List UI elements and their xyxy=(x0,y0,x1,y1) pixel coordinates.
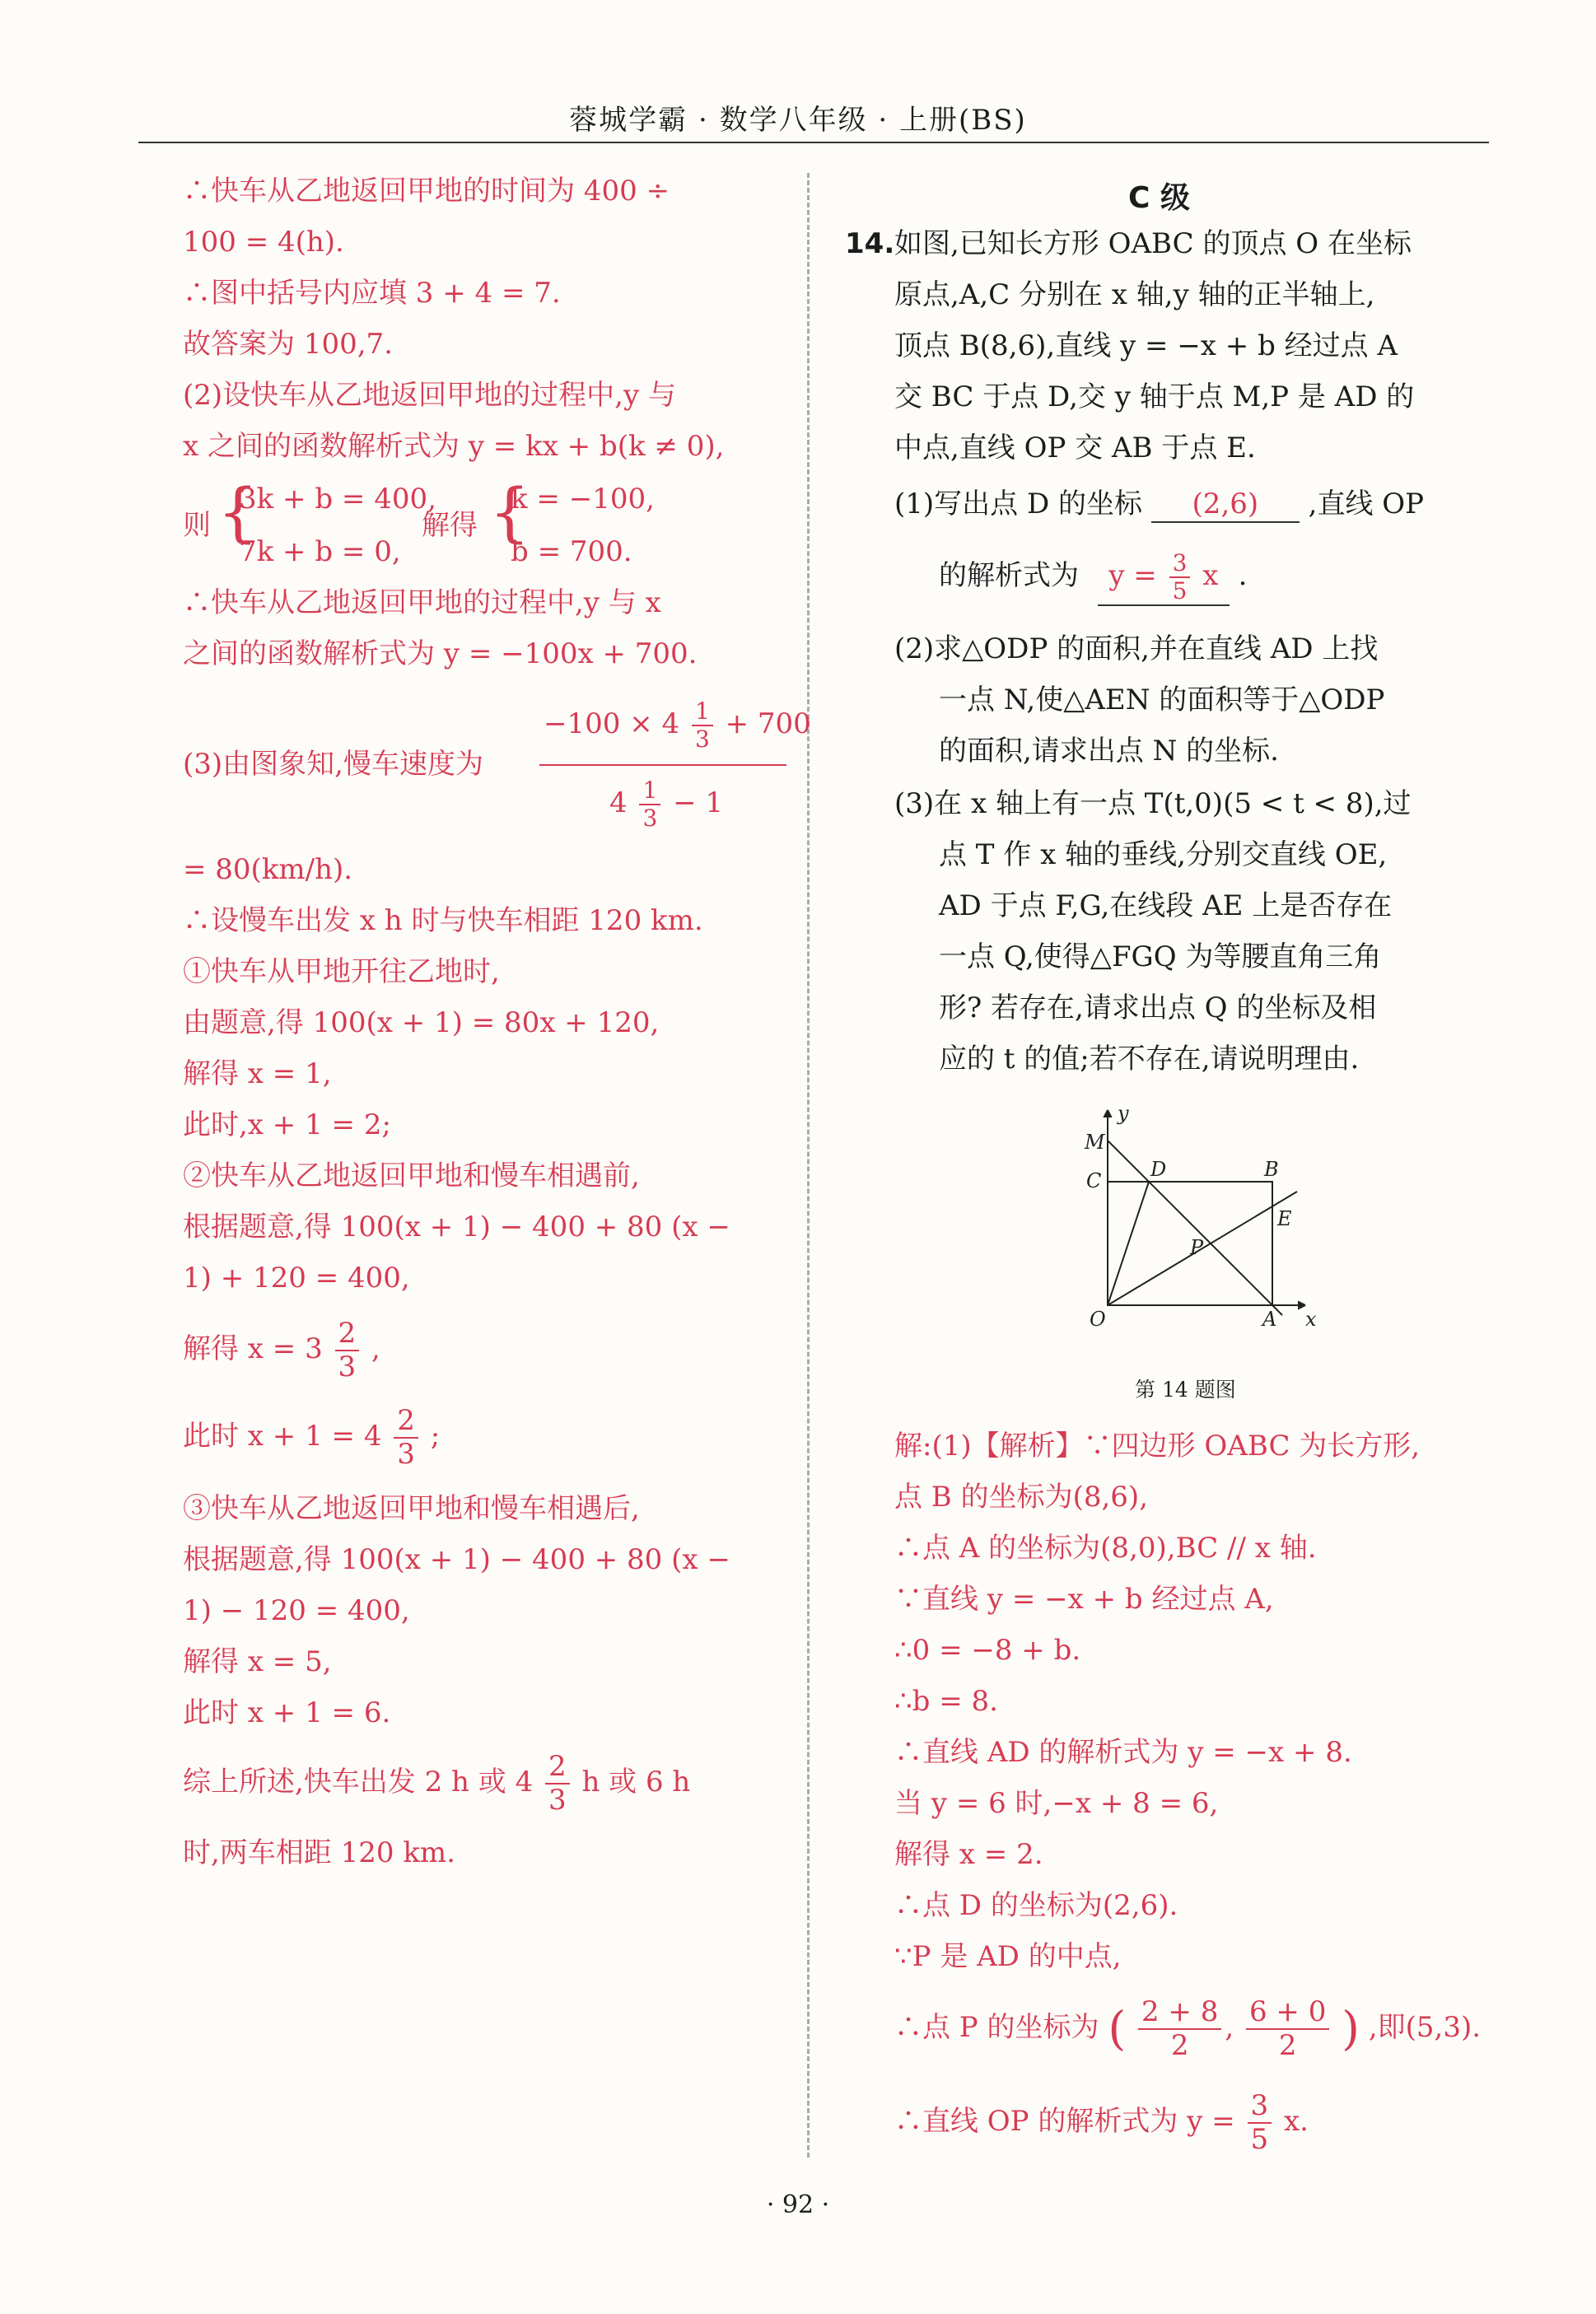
fraction xyxy=(335,1318,360,1383)
left-line: 1) − 120 = 400, xyxy=(183,1594,410,1627)
system-eq2: 7k + b = 0, xyxy=(239,535,401,568)
text-part: 的解析式为 xyxy=(939,559,1079,593)
left-line: = 80(km/h). xyxy=(183,853,353,886)
left-line: ③快车从乙地返回甲地和慢车相遇后, xyxy=(183,1492,640,1525)
left-line: 时,两车相距 120 km. xyxy=(183,1836,455,1869)
fraction-numerator: 2 xyxy=(545,1751,570,1784)
label-e: E xyxy=(1277,1207,1292,1230)
solution-line: ∵P 是 AD 的中点, xyxy=(894,1940,1122,1973)
question-line: 一点 N,使△AEN 的面积等于△ODP xyxy=(939,683,1385,716)
left-line-fraction xyxy=(183,1751,690,1817)
paren-close: ) xyxy=(1342,2002,1360,2056)
text-part: ∴点 P 的坐标为 xyxy=(894,2011,1099,2045)
question-line: 形? 若存在,请求出点 Q 的坐标及相 xyxy=(939,991,1377,1024)
text-part: h 或 6 h xyxy=(581,1766,691,1799)
question-line: (3)在 x 轴上有一点 T(t,0)(5 < t < 8),过 xyxy=(894,787,1412,820)
label-a: A xyxy=(1262,1308,1277,1331)
left-line-fraction xyxy=(183,1318,380,1383)
left-line: 根据题意,得 100(x + 1) − 400 + 80 (x − xyxy=(183,1543,730,1576)
fraction xyxy=(1246,1996,1329,2062)
solution-line: ∴点 A 的坐标为(8,0),BC // x 轴. xyxy=(894,1532,1317,1565)
text-part: ,直线 OP xyxy=(1308,488,1425,520)
fraction xyxy=(394,1405,418,1471)
label-b: B xyxy=(1264,1158,1279,1181)
speed-numerator xyxy=(544,698,811,753)
fraction-numerator: 1 xyxy=(692,698,713,726)
fraction-denominator: 3 xyxy=(642,805,658,833)
left-brace: { xyxy=(489,476,530,550)
fraction-denominator: 3 xyxy=(548,1784,567,1817)
text-part: (1)写出点 D 的坐标 xyxy=(894,488,1143,520)
text-part: x. xyxy=(1283,2105,1309,2139)
fraction-numerator: 2 + 8 xyxy=(1138,1996,1221,2030)
column-divider xyxy=(807,173,810,2158)
page-header: 蓉城学霸 · 数学八年级 · 上册(BS) xyxy=(569,104,1027,137)
answer-blank-d: (2,6) xyxy=(1151,488,1300,523)
fraction xyxy=(1169,550,1191,604)
page-number: · 92 · xyxy=(766,2190,830,2219)
text-part: , xyxy=(371,1332,380,1366)
left-line: ②快车从乙地返回甲地和慢车相遇前, xyxy=(183,1159,640,1192)
fraction-numerator: 1 xyxy=(639,777,660,805)
segment-od xyxy=(1108,1182,1149,1305)
solution-line: ∴0 = −8 + b. xyxy=(894,1634,1081,1667)
fraction-bar xyxy=(539,764,786,766)
fraction xyxy=(545,1751,570,1817)
solution-line-op xyxy=(894,2090,1309,2156)
left-line: ①快车从甲地开往乙地时, xyxy=(183,955,500,988)
label-d: D xyxy=(1150,1158,1167,1181)
left-line: 解得 x = 1, xyxy=(183,1057,332,1090)
solution-line: 当 y = 6 时,−x + 8 = 6, xyxy=(894,1787,1219,1820)
left-line: 1) + 120 = 400, xyxy=(183,1262,410,1295)
solution-line: ∴b = 8. xyxy=(894,1685,998,1718)
fraction-numerator: 3 xyxy=(1169,550,1191,578)
solution-line: 解得 x = 2. xyxy=(894,1838,1043,1871)
solution-k: k = −100, xyxy=(511,483,655,516)
speed-num-post: + 700 xyxy=(725,707,811,741)
text-part: 综上所述,快车出发 2 h 或 4 xyxy=(183,1766,534,1799)
label-y: y xyxy=(1118,1103,1129,1125)
speed-denominator xyxy=(609,777,723,832)
left-line: ∴快车从乙地返回甲地的过程中,y 与 x xyxy=(183,586,661,619)
left-line-fraction xyxy=(183,1405,440,1471)
text-part: ,即(5,3). xyxy=(1368,2011,1482,2045)
speed-den-part: 4 xyxy=(609,786,628,820)
speed-den-post: − 1 xyxy=(673,786,724,820)
system-prefix: 则 xyxy=(183,509,211,542)
x-axis-arrow xyxy=(1299,1302,1305,1309)
label-x: x xyxy=(1305,1308,1317,1331)
fraction xyxy=(1248,2090,1272,2156)
fraction-numerator: 2 xyxy=(394,1405,418,1439)
solution-line: ∴直线 AD 的解析式为 y = −x + 8. xyxy=(894,1736,1352,1769)
fraction-denominator: 2 xyxy=(1170,2029,1189,2063)
left-line: 100 = 4(h). xyxy=(183,226,344,259)
fraction-numerator: 3 xyxy=(1248,2090,1272,2124)
speed-num-part: −100 × 4 xyxy=(544,707,680,741)
question-line: 的面积,请求出点 N 的坐标. xyxy=(939,735,1279,767)
solution-line-p: ∴点 P 的坐标为 ( $\frac{2 + 8}{2}$ , $\frac{6 + 0}{2}$ ) ,即(5,3). xyxy=(894,1995,1482,2063)
fraction-denominator: 5 xyxy=(1172,577,1188,605)
question-line: 应的 t 的值;若不存在,请说明理由. xyxy=(939,1043,1360,1075)
fraction xyxy=(692,698,713,753)
text-part: 解得 x = 3 xyxy=(183,1332,323,1366)
left-line: 此时,x + 1 = 2; xyxy=(183,1108,391,1141)
fraction-denominator: 3 xyxy=(338,1351,357,1384)
fraction-numerator: 2 xyxy=(335,1318,360,1351)
figure-caption: 第 14 题图 xyxy=(1135,1378,1236,1402)
left-brace: { xyxy=(217,476,259,550)
answer-text: y = xyxy=(1108,559,1157,593)
left-line: (2)设快车从乙地返回甲地的过程中,y 与 xyxy=(183,379,676,412)
section-title: C 级 xyxy=(1128,181,1190,215)
label-m: M xyxy=(1085,1131,1105,1154)
question-line: 点 T 作 x 轴的垂线,分别交直线 OE, xyxy=(939,838,1388,871)
question-number: 14. xyxy=(845,227,895,260)
text-part: ∴直线 OP 的解析式为 y = xyxy=(894,2105,1235,2139)
left-line: 故答案为 100,7. xyxy=(183,328,393,361)
left-line: x 之间的函数解析式为 y = kx + b(k ≠ 0), xyxy=(183,430,725,463)
question-part-1b xyxy=(939,550,1247,606)
label-c: C xyxy=(1086,1169,1102,1192)
left-line: ∴图中括号内应填 3 + 4 = 7. xyxy=(183,277,561,310)
fraction-denominator: 5 xyxy=(1250,2123,1269,2157)
solve-word: 解得 xyxy=(422,509,478,542)
fraction xyxy=(639,777,660,832)
y-axis-arrow xyxy=(1104,1110,1111,1117)
fraction-denominator: 2 xyxy=(1278,2029,1297,2063)
solution-line: 解:(1)【解析】∵四边形 OABC 为长方形, xyxy=(894,1430,1421,1463)
question-part-1 xyxy=(894,488,1424,523)
geometry-figure xyxy=(1058,1103,1322,1342)
system-eq1: 3k + b = 400, xyxy=(239,483,436,516)
question-line: 顶点 B(8,6),直线 y = −x + b 经过点 A xyxy=(894,329,1398,362)
question-line: 如图,已知长方形 OABC 的顶点 O 在坐标 xyxy=(894,227,1412,260)
fraction xyxy=(1138,1996,1221,2062)
text-part: . xyxy=(1238,559,1248,593)
left-line: ∴快车从乙地返回甲地的时间为 400 ÷ xyxy=(183,175,670,208)
left-line: 根据题意,得 100(x + 1) − 400 + 80 (x − xyxy=(183,1211,730,1243)
answer-blank-op xyxy=(1098,550,1230,606)
left-line: 此时 x + 1 = 6. xyxy=(183,1696,391,1729)
solution-line: ∵直线 y = −x + b 经过点 A, xyxy=(894,1583,1274,1616)
header-rule xyxy=(138,142,1489,143)
fraction-denominator: 3 xyxy=(694,725,710,753)
fraction-numerator: 6 + 0 xyxy=(1246,1996,1329,2030)
speed-prefix: (3)由图象知,慢车速度为 xyxy=(183,748,483,781)
left-line: 由题意,得 100(x + 1) = 80x + 120, xyxy=(183,1006,660,1039)
question-line: 中点,直线 OP 交 AB 于点 E. xyxy=(894,432,1256,464)
question-line: (2)求△ODP 的面积,并在直线 AD 上找 xyxy=(894,632,1379,665)
left-line: 之间的函数解析式为 y = −100x + 700. xyxy=(183,637,698,670)
fraction-denominator: 3 xyxy=(397,1438,415,1472)
paren-open: ( xyxy=(1108,2002,1127,2056)
question-line: 一点 Q,使得△FGQ 为等腰直角三角 xyxy=(939,940,1382,973)
solution-line: 点 B 的坐标为(8,6), xyxy=(894,1481,1149,1514)
text-part: ; xyxy=(430,1420,441,1453)
answer-text: x xyxy=(1202,559,1219,593)
question-line: 交 BC 于点 D,交 y 轴于点 M,P 是 AD 的 xyxy=(894,380,1415,413)
text-part: 此时 x + 1 = 4 xyxy=(183,1420,382,1453)
solution-b: b = 700. xyxy=(511,535,632,568)
label-p: P xyxy=(1190,1236,1204,1259)
label-o: O xyxy=(1090,1308,1106,1331)
left-line: ∴设慢车出发 x h 时与快车相距 120 km. xyxy=(183,904,703,937)
left-line: 解得 x = 5, xyxy=(183,1645,332,1678)
question-line: 原点,A,C 分别在 x 轴,y 轴的正半轴上, xyxy=(894,278,1375,311)
question-line: AD 于点 F,G,在线段 AE 上是否存在 xyxy=(939,889,1393,922)
solution-line: ∴点 D 的坐标为(2,6). xyxy=(894,1889,1178,1922)
